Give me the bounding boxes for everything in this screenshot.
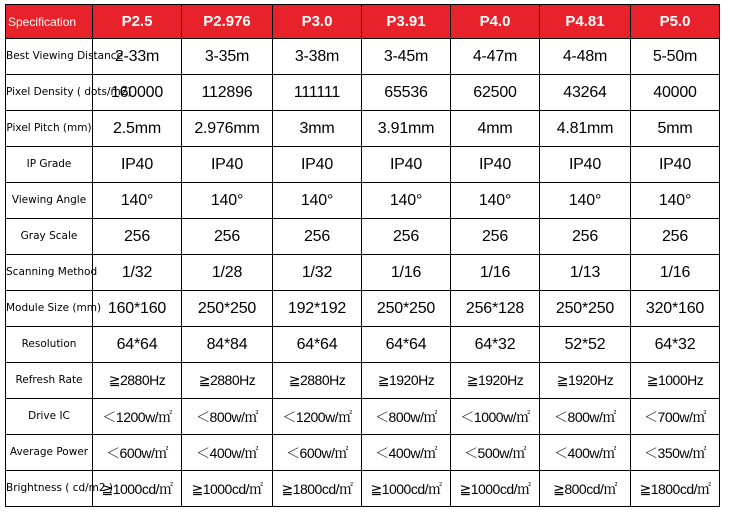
table-cell: 64*64 xyxy=(362,327,451,363)
table-cell: 3mm xyxy=(273,111,362,147)
table-cell: 250*250 xyxy=(362,291,451,327)
table-cell: 192*192 xyxy=(273,291,362,327)
table-row xyxy=(6,75,720,111)
table-cell: 43264 xyxy=(540,75,631,111)
table-cell: 4mm xyxy=(451,111,540,147)
table-cell: ＜700w/㎡ xyxy=(631,399,720,435)
row-label: Best Viewing Distance xyxy=(6,39,93,75)
header-specification: Specification xyxy=(6,5,93,39)
table-cell: 64*64 xyxy=(273,327,362,363)
table-cell: 1/16 xyxy=(631,255,720,291)
table-cell: ≧1920Hz xyxy=(540,363,631,399)
table-cell: 1/32 xyxy=(273,255,362,291)
table-cell: 256 xyxy=(362,219,451,255)
table-cell: 250*250 xyxy=(540,291,631,327)
table-cell: IP40 xyxy=(182,147,273,183)
table-cell: ≧1000Hz xyxy=(631,363,720,399)
table-cell: ＜600w/㎡ xyxy=(273,435,362,471)
table-cell: 4.81mm xyxy=(540,111,631,147)
table-cell: ＜800w/㎡ xyxy=(362,399,451,435)
table-cell: ≧1000cd/㎡ xyxy=(451,471,540,507)
table-cell: 140° xyxy=(182,183,273,219)
table-cell: 4-48m xyxy=(540,39,631,75)
table-cell: 140° xyxy=(540,183,631,219)
table-cell: ＜1200w/㎡ xyxy=(273,399,362,435)
table-cell: ≧1000cd/㎡ xyxy=(182,471,273,507)
table-cell: 52*52 xyxy=(540,327,631,363)
row-label: Module Size (mm) xyxy=(6,291,93,327)
table-cell: IP40 xyxy=(631,147,720,183)
table-cell: ≧2880Hz xyxy=(182,363,273,399)
table-cell: 256 xyxy=(273,219,362,255)
table-cell: 65536 xyxy=(362,75,451,111)
row-label: Viewing Angle xyxy=(6,183,93,219)
table-row xyxy=(6,111,720,147)
table-row xyxy=(6,327,720,363)
table-cell: ＜350w/㎡ xyxy=(631,435,720,471)
table-row xyxy=(6,255,720,291)
table-cell: ＜1200w/㎡ xyxy=(93,399,182,435)
table-cell: ≧1920Hz xyxy=(362,363,451,399)
row-label: Brightness ( cd/m2 ) xyxy=(6,471,93,507)
table-cell: ＜800w/㎡ xyxy=(182,399,273,435)
table-row xyxy=(6,435,720,471)
table-cell: ≧1000cd/㎡ xyxy=(93,471,182,507)
table-cell: ≧1800cd/㎡ xyxy=(273,471,362,507)
table-cell: 3-45m xyxy=(362,39,451,75)
table-cell: 1/32 xyxy=(93,255,182,291)
table-cell: ＜400w/㎡ xyxy=(540,435,631,471)
table-cell: 111111 xyxy=(273,75,362,111)
table-cell: 140° xyxy=(93,183,182,219)
table-cell: 256 xyxy=(93,219,182,255)
table-cell: 3.91mm xyxy=(362,111,451,147)
table-cell: 40000 xyxy=(631,75,720,111)
table-cell: 256*128 xyxy=(451,291,540,327)
row-label: Scanning Method xyxy=(6,255,93,291)
table-cell: ≧1920Hz xyxy=(451,363,540,399)
table-row xyxy=(6,471,720,507)
table-row xyxy=(6,147,720,183)
table-row xyxy=(6,363,720,399)
table-cell: 64*32 xyxy=(451,327,540,363)
header-model: P5.0 xyxy=(631,5,720,39)
row-label: Pixel Pitch (mm) xyxy=(6,111,93,147)
table-cell: 256 xyxy=(451,219,540,255)
table-header-row xyxy=(6,5,720,39)
table-cell: IP40 xyxy=(451,147,540,183)
row-label: Gray Scale xyxy=(6,219,93,255)
table-cell: 256 xyxy=(182,219,273,255)
header-model: P3.91 xyxy=(362,5,451,39)
row-label: Average Power xyxy=(6,435,93,471)
table-cell: 160000 xyxy=(93,75,182,111)
table-cell: 84*84 xyxy=(182,327,273,363)
table-cell: 320*160 xyxy=(631,291,720,327)
table-cell: 140° xyxy=(273,183,362,219)
table-cell: 140° xyxy=(451,183,540,219)
table-cell: ＜800w/㎡ xyxy=(540,399,631,435)
table-cell: IP40 xyxy=(93,147,182,183)
table-cell: ≧2880Hz xyxy=(273,363,362,399)
table-cell: ＜1000w/㎡ xyxy=(451,399,540,435)
header-model: P2.976 xyxy=(182,5,273,39)
row-label: Resolution xyxy=(6,327,93,363)
table-cell: 2.976mm xyxy=(182,111,273,147)
table-cell: 64*64 xyxy=(93,327,182,363)
header-model: P3.0 xyxy=(273,5,362,39)
table-cell: 1/16 xyxy=(451,255,540,291)
table-cell: ＜400w/㎡ xyxy=(362,435,451,471)
table-cell: 2.5mm xyxy=(93,111,182,147)
row-label: Refresh Rate xyxy=(6,363,93,399)
table-cell: ＜400w/㎡ xyxy=(182,435,273,471)
row-label: Pixel Density ( dots/m2) xyxy=(6,75,93,111)
table-cell: 250*250 xyxy=(182,291,273,327)
table-cell: 4-47m xyxy=(451,39,540,75)
table-cell: 1/13 xyxy=(540,255,631,291)
header-model: P4.81 xyxy=(540,5,631,39)
table-cell: 62500 xyxy=(451,75,540,111)
table-cell: IP40 xyxy=(540,147,631,183)
table-cell: 1/16 xyxy=(362,255,451,291)
table-cell: 160*160 xyxy=(93,291,182,327)
table-row xyxy=(6,183,720,219)
row-label: Drive IC xyxy=(6,399,93,435)
table-row xyxy=(6,399,720,435)
table-cell: IP40 xyxy=(362,147,451,183)
specification-table xyxy=(5,4,720,507)
header-model: P2.5 xyxy=(93,5,182,39)
table-cell: ＜500w/㎡ xyxy=(451,435,540,471)
table-cell: 5mm xyxy=(631,111,720,147)
table-cell: 64*32 xyxy=(631,327,720,363)
header-model: P4.0 xyxy=(451,5,540,39)
table-cell: ≧1000cd/㎡ xyxy=(362,471,451,507)
table-cell: ≧800cd/㎡ xyxy=(540,471,631,507)
table-cell: 140° xyxy=(362,183,451,219)
table-cell: ≧1800cd/㎡ xyxy=(631,471,720,507)
table-row xyxy=(6,39,720,75)
table-cell: 3-35m xyxy=(182,39,273,75)
table-cell: ≧2880Hz xyxy=(93,363,182,399)
table-cell: 2-33m xyxy=(93,39,182,75)
spec-table-container xyxy=(5,4,720,507)
table-row xyxy=(6,291,720,327)
table-cell: IP40 xyxy=(273,147,362,183)
table-cell: 1/28 xyxy=(182,255,273,291)
table-cell: 140° xyxy=(631,183,720,219)
table-cell: 5-50m xyxy=(631,39,720,75)
table-cell: ＜600w/㎡ xyxy=(93,435,182,471)
row-label: IP Grade xyxy=(6,147,93,183)
table-cell: 256 xyxy=(631,219,720,255)
table-cell: 3-38m xyxy=(273,39,362,75)
table-body xyxy=(6,39,720,507)
table-cell: 112896 xyxy=(182,75,273,111)
table-cell: 256 xyxy=(540,219,631,255)
table-row xyxy=(6,219,720,255)
